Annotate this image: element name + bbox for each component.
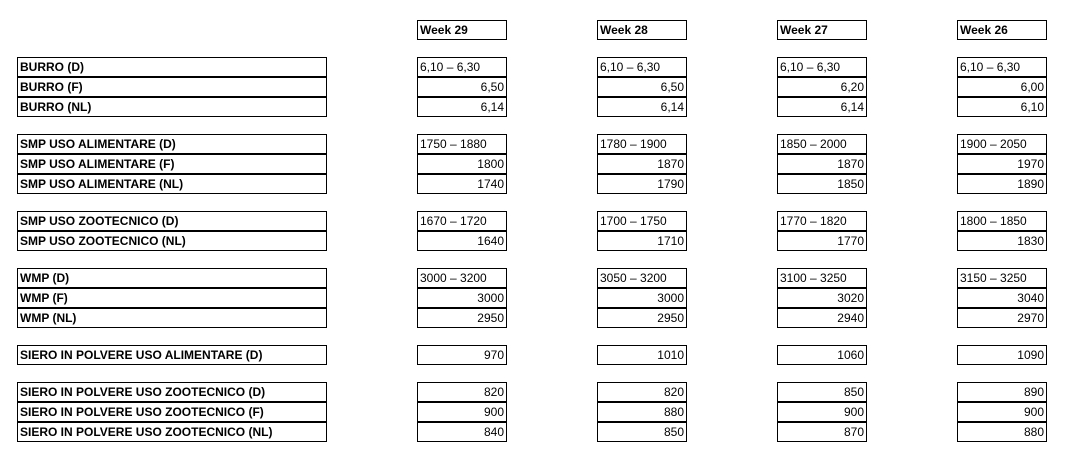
value-cell: 820 — [417, 382, 507, 402]
value-cell: 890 — [957, 382, 1047, 402]
row-label: SMP USO ZOOTECNICO (D) — [17, 211, 327, 231]
value-cell: 850 — [597, 422, 687, 442]
value-cell: 820 — [597, 382, 687, 402]
value-cell: 3000 — [417, 288, 507, 308]
value-cell: 1750 – 1880 — [417, 134, 507, 154]
value-cell: 1850 – 2000 — [777, 134, 867, 154]
value-cell: 1090 — [957, 345, 1047, 365]
value-cell: 3150 – 3250 — [957, 268, 1047, 288]
week-header: Week 28 — [597, 20, 687, 40]
value-cell: 6,10 — [957, 97, 1047, 117]
row-label: SMP USO ALIMENTARE (F) — [17, 154, 327, 174]
row-label: SIERO IN POLVERE USO ZOOTECNICO (D) — [17, 382, 327, 402]
value-cell: 2950 — [597, 308, 687, 328]
value-cell: 6,10 – 6,30 — [777, 57, 867, 77]
value-cell: 1830 — [957, 231, 1047, 251]
value-cell: 880 — [597, 402, 687, 422]
value-cell: 1850 — [777, 174, 867, 194]
row-label: WMP (D) — [17, 268, 327, 288]
row-label: BURRO (NL) — [17, 97, 327, 117]
value-cell: 3040 — [957, 288, 1047, 308]
value-cell: 3050 – 3200 — [597, 268, 687, 288]
row-label: SMP USO ALIMENTARE (D) — [17, 134, 327, 154]
value-cell: 1900 – 2050 — [957, 134, 1047, 154]
value-cell: 1710 — [597, 231, 687, 251]
week-header: Week 27 — [777, 20, 867, 40]
week-header: Week 29 — [417, 20, 507, 40]
week-header: Week 26 — [957, 20, 1047, 40]
value-cell: 850 — [777, 382, 867, 402]
value-cell: 1700 – 1750 — [597, 211, 687, 231]
value-cell: 6,00 — [957, 77, 1047, 97]
row-label: BURRO (F) — [17, 77, 327, 97]
value-cell: 6,10 – 6,30 — [957, 57, 1047, 77]
row-label: SMP USO ZOOTECNICO (NL) — [17, 231, 327, 251]
row-label: SIERO IN POLVERE USO ZOOTECNICO (F) — [17, 402, 327, 422]
row-label: SIERO IN POLVERE USO ZOOTECNICO (NL) — [17, 422, 327, 442]
value-cell: 2940 — [777, 308, 867, 328]
value-cell: 6,14 — [777, 97, 867, 117]
value-cell: 3100 – 3250 — [777, 268, 867, 288]
value-cell: 3000 — [597, 288, 687, 308]
value-cell: 900 — [417, 402, 507, 422]
value-cell: 6,50 — [417, 77, 507, 97]
value-cell: 1060 — [777, 345, 867, 365]
value-cell: 1740 — [417, 174, 507, 194]
value-cell: 1010 — [597, 345, 687, 365]
row-label: SMP USO ALIMENTARE (NL) — [17, 174, 327, 194]
row-label: WMP (F) — [17, 288, 327, 308]
value-cell: 1970 — [957, 154, 1047, 174]
value-cell: 1780 – 1900 — [597, 134, 687, 154]
value-cell: 970 — [417, 345, 507, 365]
value-cell: 880 — [957, 422, 1047, 442]
value-cell: 6,14 — [417, 97, 507, 117]
value-cell: 6,10 – 6,30 — [417, 57, 507, 77]
value-cell: 3020 — [777, 288, 867, 308]
value-cell: 3000 – 3200 — [417, 268, 507, 288]
value-cell: 1640 — [417, 231, 507, 251]
row-label: SIERO IN POLVERE USO ALIMENTARE (D) — [17, 345, 327, 365]
value-cell: 1890 — [957, 174, 1047, 194]
value-cell: 1870 — [777, 154, 867, 174]
value-cell: 6,14 — [597, 97, 687, 117]
value-cell: 1800 – 1850 — [957, 211, 1047, 231]
value-cell: 6,10 – 6,30 — [597, 57, 687, 77]
value-cell: 870 — [777, 422, 867, 442]
value-cell: 840 — [417, 422, 507, 442]
value-cell: 1790 — [597, 174, 687, 194]
value-cell: 1770 – 1820 — [777, 211, 867, 231]
value-cell: 6,50 — [597, 77, 687, 97]
value-cell: 900 — [777, 402, 867, 422]
value-cell: 6,20 — [777, 77, 867, 97]
value-cell: 1870 — [597, 154, 687, 174]
value-cell: 900 — [957, 402, 1047, 422]
value-cell: 1800 — [417, 154, 507, 174]
value-cell: 2970 — [957, 308, 1047, 328]
value-cell: 2950 — [417, 308, 507, 328]
value-cell: 1670 – 1720 — [417, 211, 507, 231]
value-cell: 1770 — [777, 231, 867, 251]
row-label: BURRO (D) — [17, 57, 327, 77]
row-label: WMP (NL) — [17, 308, 327, 328]
